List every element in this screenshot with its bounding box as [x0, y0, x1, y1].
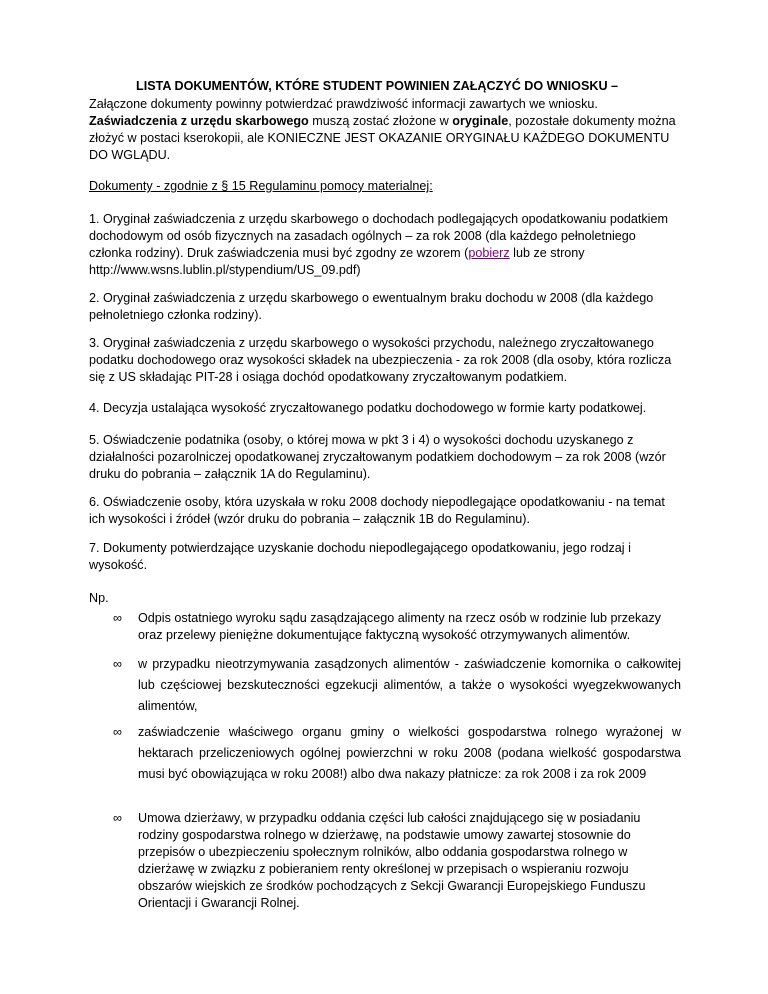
document-item-5 — [89, 432, 681, 483]
example-label: Np. — [89, 591, 109, 605]
bullet-text-4: Umowa dzierżawy, w przypadku oddania części lub całości znajdującego się w posiadaniu rodziny gospodarstwa rolnego w dzierżawę, na podstawie umowy zawartej stosownie do przepisów o ubezpieczeniu społecznym rolników, albo oddania gospodarstwa rolnego w dzierżawę w związku z pobieraniem renty określonej w przepisach o wspieraniu rozwoju obszarów wiejskich ze środków pochodzących z Sekcji Gwarancji Europejskiego Funduszu Orientacji i Gwarancji Rolnej. — [138, 811, 646, 910]
item-1-text-end: lub ze strony http://www.wsns.lublin.pl/stypendium/US_09.pdf) — [89, 246, 585, 277]
bullet-text-3: zaświadczenie właściwego organu gminy o wielkości gospodarstwa rolnego wyrażonej w hektarach przeliczeniowych ogólnej powierzchni w roku 2008 (podana wielkość gospodarstwa musi być obowiązująca w roku 2008!) albo dwa nakazy płatnicze: za rok 2008 i za rok 2009 — [138, 725, 681, 781]
item-2-text: 2. Oryginał zaświadczenia z urzędu skarbowego o ewentualnym braku dochodu w 2008 (dla każdego pełnoletniego członka rodziny). — [89, 291, 654, 322]
item-1-text: 1. Oryginał zaświadczenia z urzędu skarbowego o dochodach podlegających opodatkowaniu podatkiem dochodowym od osób fizycznych na zasadach ogólnych – za rok 2008 (dla każdego pełnoletniego członka rodziny). Druk zaświadczenia musi być zgodny ze wzorem ( — [89, 212, 668, 260]
download-link[interactable]: pobierz — [468, 246, 510, 260]
item-5-text: 5. Oświadczenie podatnika (osoby, o której mowa w pkt 3 i 4) o wysokości dochodu uzyskanego z działalności pozarolniczej opodatkowanej zryczałtowanym podatkiem dochodowym – za rok 2008 (wzór druku do pobrania – załącznik 1A do Regulaminu). — [89, 433, 666, 481]
bullet-item-3 — [113, 722, 681, 785]
bullet-item-1 — [113, 610, 681, 644]
bullet-item-4 — [113, 810, 681, 912]
intro-paragraph — [89, 96, 689, 164]
document-item-6 — [89, 494, 681, 528]
intro-line-1: Załączone dokumenty powinny potwierdzać prawdziwość informacji zawartych we wniosku. — [89, 97, 598, 111]
bullet-text-2: w przypadku nieotrzymywania zasądzonych alimentów - zaświadczenie komornika o całkowitej lub częściowej bezskuteczności egzekucji alimentów, a także o wysokości wyegzekwowanych alimentów, — [138, 657, 681, 713]
item-3-text: 3. Oryginał zaświadczenia z urzędu skarbowego o wysokości przychodu, należnego zryczałtowanego podatku dochodowego oraz wysokości składek na ubezpieczenia - za rok 2008 (dla osoby, która rozlicza się z US składając PIT-28 i osiąga dochód opodatkowany zryczałtowanym podatkiem. — [89, 336, 672, 384]
infinity-bullet-icon: ∞ — [113, 657, 122, 671]
document-item-1 — [89, 211, 681, 279]
document-item-7 — [89, 540, 681, 574]
document-item-2 — [89, 290, 681, 324]
item-6-text: 6. Oświadczenie osoby, która uzyskała w roku 2008 dochody niepodlegające opodatkowaniu - na temat ich wysokości i źródeł (wzór druku do pobrania – załącznik 1B do Regulaminu). — [89, 495, 665, 526]
intro-bold-tax-certificates: Zaświadczenia z urzędu skarbowego — [89, 114, 309, 128]
intro-line-2 — [89, 113, 689, 164]
item-7-text: 7. Dokumenty potwierdzające uzyskanie dochodu niepodlegającego opodatkowaniu, jego rodzaj i wysokość. — [89, 541, 631, 572]
bullet-text-1: Odpis ostatniego wyroku sądu zasądzającego alimenty na rzecz osób w rodzinie lub przekazy oraz przelewy pieniężne dokumentujące faktyczną wysokość otrzymywanych alimentów. — [138, 611, 661, 642]
item-4-text: 4. Decyzja ustalająca wysokość zryczałtowanego podatku dochodowego w formie karty podatkowej. — [89, 401, 647, 415]
infinity-bullet-icon: ∞ — [113, 811, 122, 825]
section-heading: Dokumenty - zgodnie z § 15 Regulaminu pomocy materialnej: — [89, 179, 433, 193]
page-title: LISTA DOKUMENTÓW, KTÓRE STUDENT POWINIEN ZAŁĄCZYĆ DO WNIOSKU – — [136, 79, 619, 93]
intro-text-a: muszą zostać złożone w — [308, 114, 453, 128]
infinity-bullet-icon: ∞ — [113, 611, 122, 625]
infinity-bullet-icon: ∞ — [113, 725, 122, 739]
bullet-item-2 — [113, 654, 681, 717]
document-item-4 — [89, 400, 681, 417]
document-item-3 — [89, 335, 681, 386]
intro-text-b: , pozostałe dokumenty można złożyć w postaci kserokopii, ale KONIECZNE JEST OKAZANIE ORYGINAŁU KAŻDEGO DOKUMENTU DO WGLĄDU. — [89, 114, 676, 162]
intro-bold-original: oryginale — [452, 114, 509, 128]
